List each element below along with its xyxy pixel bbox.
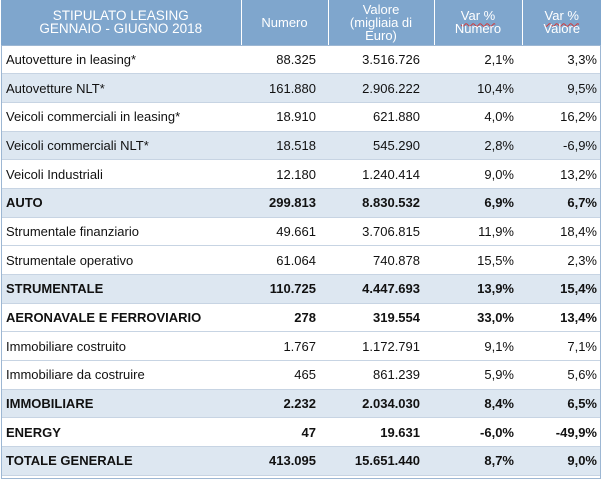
- row-var-numero: 8,4%: [434, 389, 522, 418]
- row-numero: 49.661: [241, 217, 328, 246]
- row-var-valore: 16,2%: [522, 102, 601, 131]
- row-valore: 19.631: [328, 418, 434, 447]
- row-var-numero: 11,9%: [434, 217, 522, 246]
- row-numero: 88.325: [241, 45, 328, 74]
- table-header: [1, 0, 601, 45]
- row-var-valore: 13,2%: [522, 160, 601, 189]
- row-valore: 1.240.414: [328, 160, 434, 189]
- row-label: Immobiliare costruito: [1, 332, 241, 361]
- table-row-subtotal: [1, 389, 601, 418]
- row-valore: 4.447.693: [328, 275, 434, 304]
- row-valore: 1.172.791: [328, 332, 434, 361]
- table-row-subtotal: [1, 275, 601, 304]
- row-var-numero: 2,8%: [434, 131, 522, 160]
- header-valore-line3: Euro): [365, 27, 397, 43]
- header-var-valore-line2: Valore: [543, 21, 581, 37]
- row-numero: 18.518: [241, 131, 328, 160]
- row-numero: 465: [241, 361, 328, 390]
- row-var-numero: 6,9%: [434, 188, 522, 217]
- row-var-numero: 33,0%: [434, 303, 522, 332]
- row-label: Strumentale finanziario: [1, 217, 241, 246]
- table-row: [1, 45, 601, 74]
- row-label: Immobiliare da costruire: [1, 361, 241, 390]
- row-var-numero: 10,4%: [434, 74, 522, 103]
- row-var-valore: 3,3%: [522, 45, 601, 74]
- row-label: AUTO: [1, 188, 241, 217]
- row-var-numero: 9,0%: [434, 160, 522, 189]
- row-var-numero: 15,5%: [434, 246, 522, 275]
- row-var-valore: 13,4%: [522, 303, 601, 332]
- row-var-numero: 9,1%: [434, 332, 522, 361]
- row-numero: 299.813: [241, 188, 328, 217]
- table-row: [1, 102, 601, 131]
- header-numero: [241, 0, 328, 45]
- header-var-valore-line1: Var %: [544, 8, 579, 24]
- row-valore: 8.830.532: [328, 188, 434, 217]
- table-row: [1, 74, 601, 103]
- row-var-valore: 2,3%: [522, 246, 601, 275]
- row-label: AERONAVALE E FERROVIARIO: [1, 303, 241, 332]
- header-var-numero-line1: Var %: [460, 8, 496, 24]
- table-row: [1, 246, 601, 275]
- header-title-line2: GENNAIO - GIUGNO 2018: [39, 21, 203, 37]
- row-label: Strumentale operativo: [1, 246, 241, 275]
- table-row: [1, 361, 601, 390]
- row-var-numero: -6,0%: [434, 418, 522, 447]
- row-label: Autovetture NLT*: [1, 74, 241, 103]
- table-body: [1, 45, 601, 475]
- header-numero-label: Numero: [261, 14, 308, 30]
- row-valore: 861.239: [328, 361, 434, 390]
- row-numero: 1.767: [241, 332, 328, 361]
- row-var-valore: 7,1%: [522, 332, 601, 361]
- header-row: [1, 0, 601, 45]
- row-var-numero: 8,7%: [434, 447, 522, 476]
- row-var-numero: 5,9%: [434, 361, 522, 390]
- row-var-valore: 9,0%: [522, 447, 601, 476]
- row-numero: 413.095: [241, 447, 328, 476]
- row-valore: 3.516.726: [328, 45, 434, 74]
- header-var-valore: [522, 0, 601, 45]
- row-numero: 161.880: [241, 74, 328, 103]
- row-var-valore: 5,6%: [522, 361, 601, 390]
- row-label: STRUMENTALE: [1, 275, 241, 304]
- row-var-numero: 4,0%: [434, 102, 522, 131]
- leasing-table: [1, 0, 601, 476]
- row-valore: 621.880: [328, 102, 434, 131]
- table-row: [1, 217, 601, 246]
- row-var-valore: 6,5%: [522, 389, 601, 418]
- table-row: [1, 160, 601, 189]
- row-valore: 2.906.222: [328, 74, 434, 103]
- row-valore: 545.290: [328, 131, 434, 160]
- row-var-valore: 18,4%: [522, 217, 601, 246]
- header-valore-line1: Valore: [362, 1, 400, 17]
- row-valore: 3.706.815: [328, 217, 434, 246]
- row-numero: 47: [241, 418, 328, 447]
- row-valore: 2.034.030: [328, 389, 434, 418]
- row-valore: 319.554: [328, 303, 434, 332]
- row-label: Veicoli commerciali in leasing*: [1, 102, 241, 131]
- row-label: Veicoli commerciali NLT*: [1, 131, 241, 160]
- row-label: TOTALE GENERALE: [1, 447, 241, 476]
- row-numero: 61.064: [241, 246, 328, 275]
- row-label: IMMOBILIARE: [1, 389, 241, 418]
- row-label: ENERGY: [1, 418, 241, 447]
- header-valore: [328, 0, 434, 45]
- table-row-subtotal: [1, 418, 601, 447]
- header-title-line1: STIPULATO LEASING: [52, 8, 189, 24]
- row-label: Autovetture in leasing*: [1, 45, 241, 74]
- row-valore: 740.878: [328, 246, 434, 275]
- row-var-valore: -49,9%: [522, 418, 601, 447]
- row-var-valore: 6,7%: [522, 188, 601, 217]
- row-numero: 12.180: [241, 160, 328, 189]
- row-label: Veicoli Industriali: [1, 160, 241, 189]
- header-var-numero-line2: Numero: [454, 21, 502, 37]
- row-numero: 110.725: [241, 275, 328, 304]
- row-numero: 2.232: [241, 389, 328, 418]
- table-row-subtotal: [1, 303, 601, 332]
- table-row-subtotal: [1, 188, 601, 217]
- table-row: [1, 332, 601, 361]
- row-var-valore: 9,5%: [522, 74, 601, 103]
- row-numero: 278: [241, 303, 328, 332]
- row-var-valore: -6,9%: [522, 131, 601, 160]
- header-title: [1, 0, 241, 45]
- table-row-grand-total: [1, 447, 601, 476]
- header-valore-line2: (migliaia di: [349, 14, 413, 30]
- row-var-numero: 2,1%: [434, 45, 522, 74]
- header-var-numero: [434, 0, 522, 45]
- row-var-valore: 15,4%: [522, 275, 601, 304]
- row-var-numero: 13,9%: [434, 275, 522, 304]
- table-row: [1, 131, 601, 160]
- row-valore: 15.651.440: [328, 447, 434, 476]
- row-numero: 18.910: [241, 102, 328, 131]
